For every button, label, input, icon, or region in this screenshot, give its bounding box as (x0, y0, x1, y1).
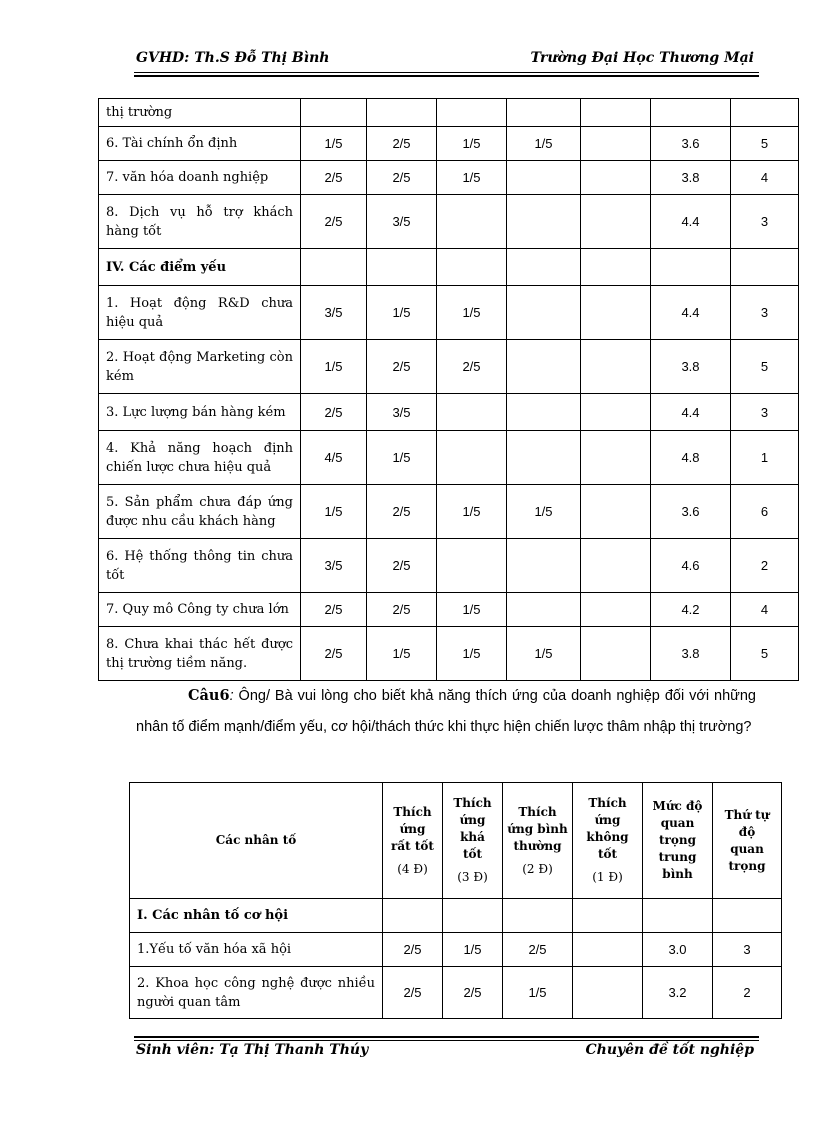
table-cell: 4.4 (651, 286, 731, 340)
row-label: 2. Hoạt động Marketing còn kém (99, 340, 301, 394)
table-cell: 2/5 (383, 933, 443, 967)
table-row (99, 340, 799, 394)
table-cell: 3.8 (651, 340, 731, 394)
header-normal: Thích ứng bình thường (2 Đ) (503, 783, 573, 899)
table-row (99, 627, 799, 681)
table-cell: 3 (731, 394, 799, 431)
table-cell (437, 394, 507, 431)
row-label: 7. văn hóa doanh nghiệp (99, 161, 301, 195)
table-cell: 4/5 (301, 431, 367, 485)
header-rule (134, 72, 759, 77)
table-row (99, 127, 799, 161)
table-cell (581, 161, 651, 195)
section-label: I. Các nhân tố cơ hội (130, 899, 383, 933)
footer-rule (134, 1036, 759, 1041)
table-cell (581, 286, 651, 340)
table-cell: 4.4 (651, 394, 731, 431)
header-university: Trường Đại Học Thương Mại (530, 50, 754, 66)
table-row (99, 593, 799, 627)
table-cell (581, 539, 651, 593)
table-cell: 2/5 (437, 340, 507, 394)
table-row (99, 394, 799, 431)
page-header (136, 48, 754, 72)
table-cell (503, 899, 573, 933)
header-supervisor: GVHD: Th.S Đỗ Thị Bình (136, 50, 330, 66)
table-cell: 1/5 (437, 161, 507, 195)
table-cell (437, 431, 507, 485)
table-cell (507, 394, 581, 431)
table-cell: 5 (731, 340, 799, 394)
table-cell (507, 249, 581, 286)
table-cell (581, 593, 651, 627)
row-label: 4. Khả năng hoạch định chiến lược chưa hiệu quả (99, 431, 301, 485)
question-6 (136, 680, 756, 743)
row-label: 8. Dịch vụ hỗ trợ khách hàng tốt (99, 195, 301, 249)
page-footer (136, 1042, 754, 1066)
table-cell (443, 899, 503, 933)
table-cell: 2/5 (367, 161, 437, 195)
header-not-good: Thích ứng không tốt (1 Đ) (573, 783, 643, 899)
question-text: Ông/ Bà vui lòng cho biết khả năng thích ứng của doanh nghiệp đối với những nhân tố điểm mạnh/điểm yếu, cơ hội/thách thức khi thực hiện chiến lược thâm nhập thị trường? (136, 688, 756, 735)
table-cell: 1/5 (507, 627, 581, 681)
table-cell (301, 99, 367, 127)
footer-report-type: Chuyên đề tốt nghiệp (585, 1042, 754, 1058)
table-cell (507, 431, 581, 485)
table-cell: 2/5 (503, 933, 573, 967)
table-cell: 3.0 (643, 933, 713, 967)
table-cell: 4.2 (651, 593, 731, 627)
table-cell (581, 627, 651, 681)
table-cell: 6 (731, 485, 799, 539)
table-cell: 2/5 (367, 127, 437, 161)
table-cell: 3/5 (367, 195, 437, 249)
table-cell: 4.4 (651, 195, 731, 249)
table-cell: 1/5 (507, 485, 581, 539)
table-cell (581, 127, 651, 161)
table-cell: 3.6 (651, 485, 731, 539)
table-cell: 1 (731, 431, 799, 485)
table-cell: 2 (713, 967, 782, 1019)
table-cell: 2/5 (383, 967, 443, 1019)
table-cell: 1/5 (301, 127, 367, 161)
table-row (130, 933, 782, 967)
table-cell (507, 161, 581, 195)
row-label: 6. Tài chính ổn định (99, 127, 301, 161)
header-fairly-good: Thích ứng khá tốt (3 Đ) (443, 783, 503, 899)
table-row (99, 431, 799, 485)
table-cell: 1/5 (437, 485, 507, 539)
table-cell: 3.6 (651, 127, 731, 161)
row-label: 5. Sản phẩm chưa đáp ứng được nhu cầu khách hàng (99, 485, 301, 539)
section-row (99, 249, 799, 286)
table-cell (581, 431, 651, 485)
table-cell (507, 539, 581, 593)
table-row (99, 485, 799, 539)
table-row (99, 161, 799, 195)
evaluation-table-strengths-weaknesses (98, 98, 799, 681)
row-label: thị trường (99, 99, 301, 127)
table-row (99, 539, 799, 593)
table-cell (581, 340, 651, 394)
row-label: 7. Quy mô Công ty chưa lớn (99, 593, 301, 627)
table-cell: 1/5 (301, 485, 367, 539)
table-cell (301, 249, 367, 286)
question-colon: : (229, 688, 234, 704)
table-cell: 2/5 (443, 967, 503, 1019)
table-cell (507, 593, 581, 627)
table-cell (651, 99, 731, 127)
table-cell: 2/5 (301, 394, 367, 431)
table-cell: 3.8 (651, 627, 731, 681)
table-cell (581, 249, 651, 286)
table-cell: 3.2 (643, 967, 713, 1019)
row-label: 1. Hoạt động R&D chưa hiệu quả (99, 286, 301, 340)
table-row (99, 195, 799, 249)
table-cell (383, 899, 443, 933)
table-cell: 1/5 (437, 286, 507, 340)
footer-student: Sinh viên: Tạ Thị Thanh Thúy (136, 1042, 369, 1058)
row-label: 6. Hệ thống thông tin chưa tốt (99, 539, 301, 593)
table-cell: 3 (731, 286, 799, 340)
table-cell (581, 394, 651, 431)
table-cell: 1/5 (443, 933, 503, 967)
table-cell (731, 99, 799, 127)
section-row (130, 899, 782, 933)
table-cell (437, 539, 507, 593)
section-label: IV. Các điểm yếu (99, 249, 301, 286)
table-cell: 1/5 (437, 127, 507, 161)
table-cell (581, 99, 651, 127)
table-cell (437, 99, 507, 127)
header-very-good: Thích ứng rất tốt (4 Đ) (383, 783, 443, 899)
table-cell: 1/5 (367, 431, 437, 485)
table-cell (713, 899, 782, 933)
table-cell: 2/5 (367, 340, 437, 394)
table-cell (437, 195, 507, 249)
table-cell: 2/5 (367, 593, 437, 627)
table-cell: 5 (731, 127, 799, 161)
question-label: Câu6 (188, 687, 230, 704)
table-cell (581, 195, 651, 249)
table-cell (573, 933, 643, 967)
header-importance-rank: Thứ tự độ quan trọng (713, 783, 782, 899)
table-cell: 3 (731, 195, 799, 249)
table-cell (573, 899, 643, 933)
table-cell (507, 286, 581, 340)
row-label: 1.Yếu tố văn hóa xã hội (130, 933, 383, 967)
table-cell: 1/5 (367, 627, 437, 681)
table-cell: 1/5 (503, 967, 573, 1019)
header-average-importance: Mức độ quan trọng trung bình (643, 783, 713, 899)
table-row (130, 967, 782, 1019)
table-cell: 3/5 (301, 539, 367, 593)
header-factors: Các nhân tố (130, 783, 383, 899)
table-cell: 1/5 (437, 627, 507, 681)
table-cell (573, 967, 643, 1019)
table-cell: 3 (713, 933, 782, 967)
table-cell: 4.6 (651, 539, 731, 593)
table-cell: 2/5 (301, 627, 367, 681)
table-cell: 3.8 (651, 161, 731, 195)
table-row (99, 99, 799, 127)
table-cell: 2/5 (301, 195, 367, 249)
table-cell (731, 249, 799, 286)
adaptability-table (129, 782, 782, 1019)
table-cell (651, 249, 731, 286)
table-cell: 1/5 (437, 593, 507, 627)
table-cell: 2/5 (367, 485, 437, 539)
table-cell: 1/5 (367, 286, 437, 340)
table-cell (367, 249, 437, 286)
table-cell (507, 99, 581, 127)
table-cell: 1/5 (507, 127, 581, 161)
table-cell (643, 899, 713, 933)
table-cell (507, 195, 581, 249)
table-row (99, 286, 799, 340)
row-label: 8. Chưa khai thác hết được thị trường tiềm năng. (99, 627, 301, 681)
table-cell (367, 99, 437, 127)
table-cell (507, 340, 581, 394)
table-cell: 3/5 (301, 286, 367, 340)
table-cell (437, 249, 507, 286)
table-cell: 4 (731, 161, 799, 195)
table-cell: 4.8 (651, 431, 731, 485)
table-cell: 5 (731, 627, 799, 681)
table-cell: 2 (731, 539, 799, 593)
table-cell: 2/5 (301, 593, 367, 627)
row-label: 3. Lực lượng bán hàng kém (99, 394, 301, 431)
table-cell: 3/5 (367, 394, 437, 431)
row-label: 2. Khoa học công nghệ được nhiều người quan tâm (130, 967, 383, 1019)
table-cell (581, 485, 651, 539)
table-cell: 2/5 (367, 539, 437, 593)
table-cell: 2/5 (301, 161, 367, 195)
table-cell: 1/5 (301, 340, 367, 394)
table-cell: 4 (731, 593, 799, 627)
